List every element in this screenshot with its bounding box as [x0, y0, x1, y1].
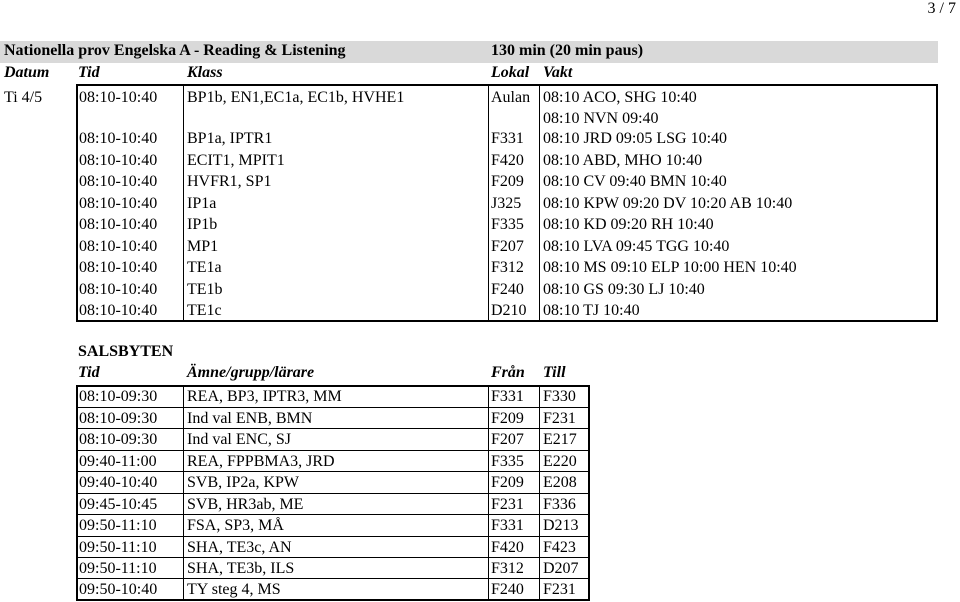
salsbyten-header-till: Till — [543, 364, 566, 381]
room-row-fran: F209 — [491, 410, 524, 427]
exam-row-vakt: 08:10 ABD, MHO 10:40 — [543, 152, 703, 169]
exam-row-vakt: 08:10 TJ 10:40 — [543, 302, 640, 319]
exam-row-klass: HVFR1, SP1 — [187, 173, 272, 190]
header-lokal: Lokal — [491, 64, 530, 81]
exam-row-klass: MP1 — [187, 238, 219, 255]
exam-row-vakt: 08:10 ACO, SHG 10:40 — [543, 89, 697, 106]
exam-row-vakt: 08:10 KPW 09:20 DV 10:20 AB 10:40 — [543, 195, 793, 212]
room-row-till: F330 — [543, 388, 576, 405]
exam-row-vakt: 08:10 CV 09:40 BMN 10:40 — [543, 173, 727, 190]
room-row-amne: Ind val ENB, BMN — [187, 410, 313, 427]
room-row-amne: FSA, SP3, MÅ — [187, 517, 284, 534]
document-title: Nationella prov Engelska A - Reading & Listening — [4, 42, 346, 59]
salsbyten-header-tid: Tid — [78, 364, 100, 381]
table-border-right — [936, 84, 938, 322]
exam-row-klass: TE1a — [187, 259, 222, 276]
room-row-fran: F207 — [491, 431, 524, 448]
header-datum: Datum — [4, 64, 50, 81]
exam-row-vakt: 08:10 MS 09:10 ELP 10:00 HEN 10:40 — [543, 259, 797, 276]
room-row-tid: 09:50-10:40 — [79, 581, 158, 598]
exam-row-lokal: F420 — [491, 152, 524, 169]
room-row-fran: F312 — [491, 560, 524, 577]
room-row-tid: 09:40-10:40 — [79, 474, 158, 491]
room-row-tid: 08:10-09:30 — [79, 388, 158, 405]
exam-row-vakt: 08:10 GS 09:30 LJ 10:40 — [543, 281, 705, 298]
salsbyten-heading: SALSBYTEN — [78, 343, 174, 360]
page-number: 3 / 7 — [927, 0, 956, 17]
room-row-fran: F331 — [491, 517, 524, 534]
exam-row-tid: 08:10-10:40 — [79, 195, 158, 212]
header-klass: Klass — [187, 64, 223, 81]
room-row-till: F231 — [543, 410, 576, 427]
exam-row-klass: IP1b — [187, 216, 218, 233]
room-row-till: E220 — [543, 453, 577, 470]
exam-row-vakt-line2: 08:10 NVN 09:40 — [543, 110, 659, 127]
exam-row-datum: Ti 4/5 — [4, 89, 43, 106]
room-row-till: D213 — [543, 517, 579, 534]
exam-row-tid: 08:10-10:40 — [79, 216, 158, 233]
room-row-tid: 09:50-11:10 — [79, 560, 157, 577]
exam-row-tid: 08:10-10:40 — [79, 281, 158, 298]
exam-row-lokal: F331 — [491, 130, 524, 147]
exam-row-lokal: F207 — [491, 238, 524, 255]
room-row-tid: 09:50-11:10 — [79, 539, 157, 556]
exam-row-klass: TE1b — [187, 281, 223, 298]
exam-row-vakt: 08:10 JRD 09:05 LSG 10:40 — [543, 130, 728, 147]
exam-row-tid: 08:10-10:40 — [79, 302, 158, 319]
exam-row-klass: IP1a — [187, 195, 217, 212]
room-row-amne: SVB, IP2a, KPW — [187, 474, 300, 491]
exam-row-lokal: F312 — [491, 259, 524, 276]
room-row-tid: 09:50-11:10 — [79, 517, 157, 534]
room-row-till: E208 — [543, 474, 577, 491]
exam-row-klass: BP1a, IPTR1 — [187, 130, 273, 147]
exam-row-lokal: F240 — [491, 281, 524, 298]
exam-row-tid: 08:10-10:40 — [79, 89, 158, 106]
room-row-amne: SHA, TE3b, ILS — [187, 560, 295, 577]
salsbyten-header-fran: Från — [491, 364, 525, 381]
exam-row-klass: ECIT1, MPIT1 — [187, 152, 285, 169]
exam-row-lokal: Aulan — [491, 89, 531, 106]
room-row-amne: REA, FPPBMA3, JRD — [187, 453, 335, 470]
column-divider — [183, 84, 184, 321]
room-row-tid: 09:40-11:00 — [79, 453, 157, 470]
room-row-fran: F335 — [491, 453, 524, 470]
room-row-amne: REA, BP3, IPTR3, MM — [187, 388, 342, 405]
exam-row-tid: 08:10-10:40 — [79, 238, 158, 255]
room-row-till: F336 — [543, 496, 576, 513]
exam-row-vakt: 08:10 KD 09:20 RH 10:40 — [543, 216, 714, 233]
room-row-amne: SHA, TE3c, AN — [187, 539, 292, 556]
column-divider — [488, 84, 489, 321]
room-row-amne: TY steg 4, MS — [187, 581, 281, 598]
room-row-amne: SVB, HR3ab, ME — [187, 496, 304, 513]
exam-row-tid: 08:10-10:40 — [79, 259, 158, 276]
exam-row-lokal: D210 — [491, 302, 527, 319]
exam-row-vakt: 08:10 LVA 09:45 TGG 10:40 — [543, 238, 730, 255]
room-row-tid: 08:10-09:30 — [79, 410, 158, 427]
room-row-till: F231 — [543, 581, 576, 598]
room-row-till: E217 — [543, 431, 577, 448]
room-row-fran: F231 — [491, 496, 524, 513]
table-border-top — [76, 84, 938, 86]
table-border-left — [76, 84, 78, 322]
room-row-amne: Ind val ENC, SJ — [187, 431, 291, 448]
room-row-tid: 09:45-10:45 — [79, 496, 158, 513]
room-row-fran: F331 — [491, 388, 524, 405]
room-row-till: D207 — [543, 560, 579, 577]
exam-duration: 130 min (20 min paus) — [491, 42, 644, 59]
salsbyten-header-amne: Ämne/grupp/lärare — [187, 364, 315, 381]
room-row-fran: F420 — [491, 539, 524, 556]
exam-row-lokal: J325 — [491, 195, 522, 212]
exam-row-tid: 08:10-10:40 — [79, 173, 158, 190]
exam-row-lokal: F335 — [491, 216, 524, 233]
exam-row-tid: 08:10-10:40 — [79, 130, 158, 147]
header-tid: Tid — [78, 64, 100, 81]
room-row-fran: F240 — [491, 581, 524, 598]
exam-row-klass: TE1c — [187, 302, 222, 319]
room-row-fran: F209 — [491, 474, 524, 491]
room-row-tid: 08:10-09:30 — [79, 431, 158, 448]
exam-row-tid: 08:10-10:40 — [79, 152, 158, 169]
room-row-till: F423 — [543, 539, 576, 556]
header-vakt: Vakt — [543, 64, 573, 81]
column-divider — [539, 84, 540, 321]
exam-row-lokal: F209 — [491, 173, 524, 190]
exam-row-klass: BP1b, EN1,EC1a, EC1b, HVHE1 — [187, 89, 405, 106]
